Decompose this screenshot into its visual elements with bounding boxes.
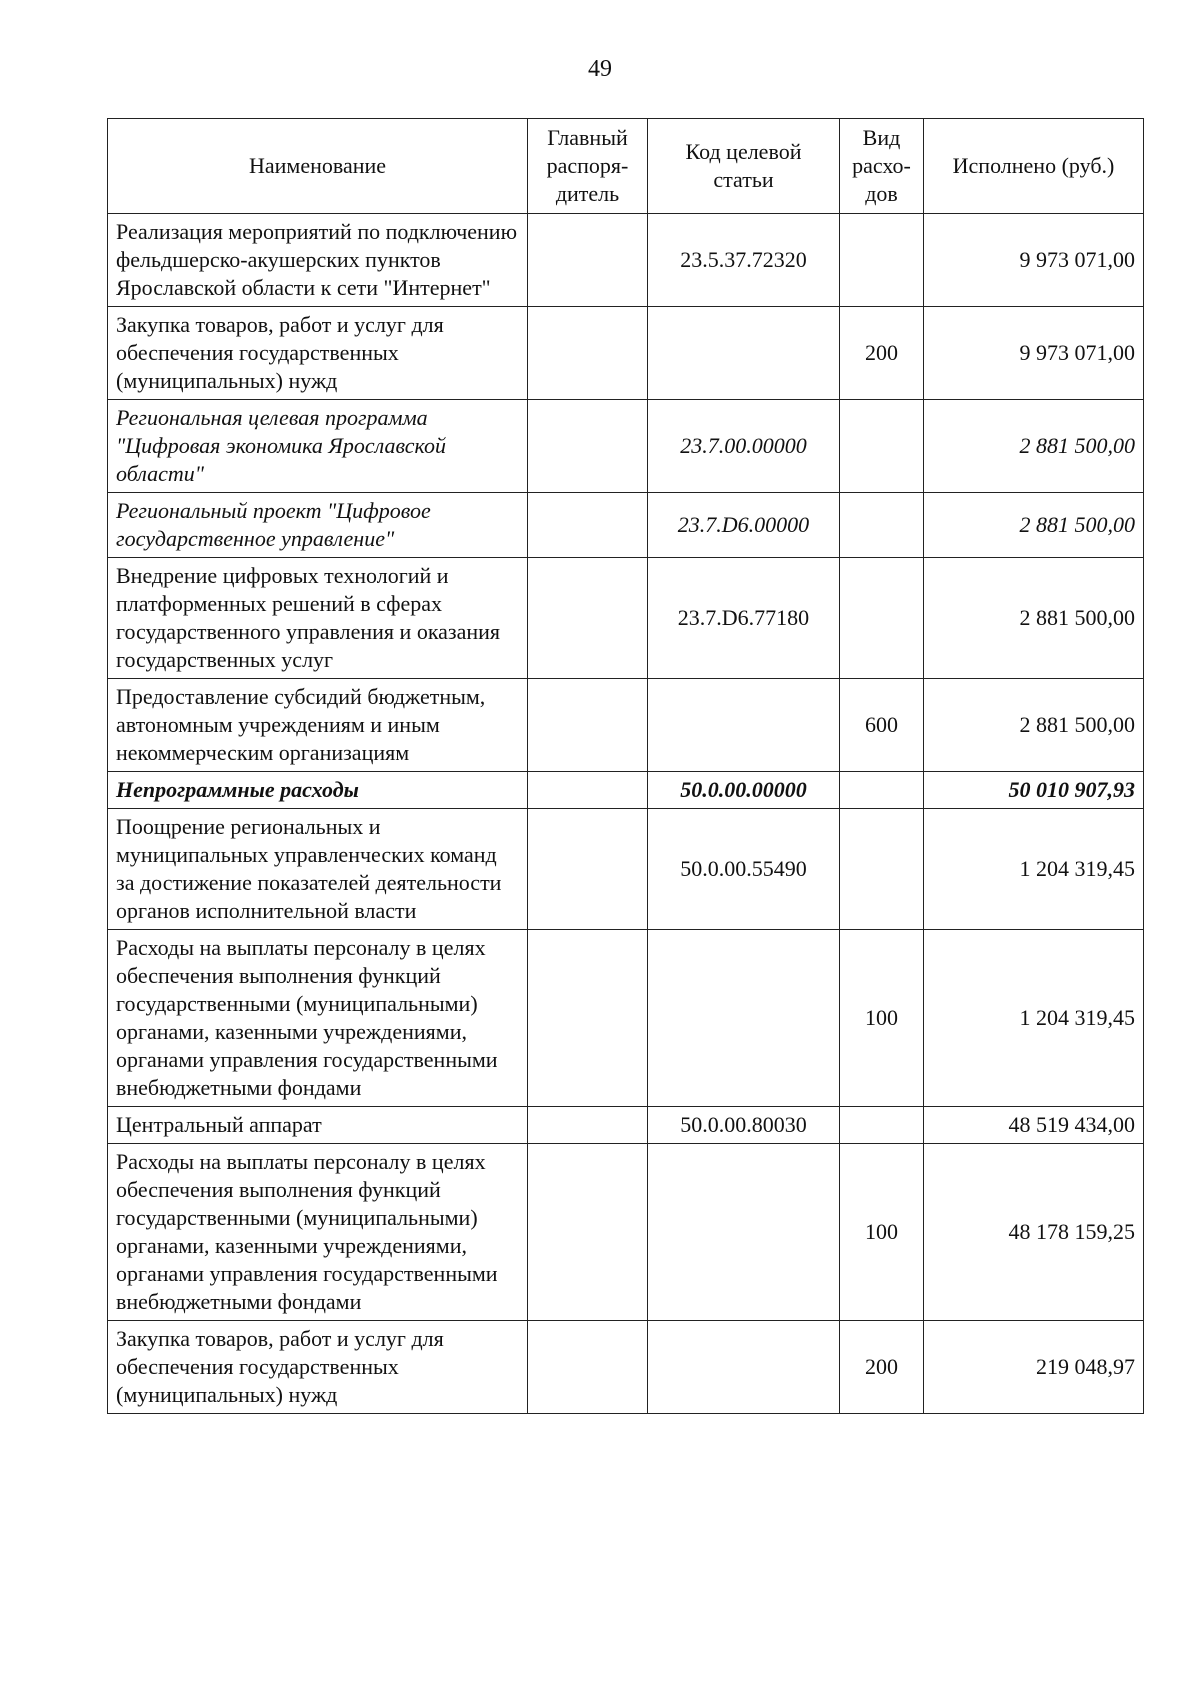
table-row xyxy=(108,809,1144,930)
cell-executed: 1 204 319,45 xyxy=(924,930,1144,1107)
cell-executed: 48 178 159,25 xyxy=(924,1144,1144,1321)
cell-code xyxy=(648,930,840,1107)
cell-manager xyxy=(528,772,648,809)
cell-name: Расходы на выплаты персоналу в целях обеспечения выполнения функций государственными (муниципальными) органами, казенными учреждениями, органами управления государственными внебюджетными фондами xyxy=(108,930,528,1107)
table-row xyxy=(108,1107,1144,1144)
cell-manager xyxy=(528,214,648,307)
cell-executed: 2 881 500,00 xyxy=(924,679,1144,772)
cell-code: 50.0.00.00000 xyxy=(648,772,840,809)
cell-code: 23.7.00.00000 xyxy=(648,400,840,493)
header-name: Наименование xyxy=(108,119,528,214)
cell-code: 23.7.D6.77180 xyxy=(648,558,840,679)
cell-type xyxy=(840,809,924,930)
table-row xyxy=(108,772,1144,809)
cell-name: Закупка товаров, работ и услуг для обеспечения государственных (муниципальных) нужд xyxy=(108,307,528,400)
table-body xyxy=(108,214,1144,1414)
cell-executed: 9 973 071,00 xyxy=(924,307,1144,400)
cell-type xyxy=(840,493,924,558)
cell-type xyxy=(840,558,924,679)
cell-type xyxy=(840,400,924,493)
cell-type xyxy=(840,1107,924,1144)
cell-name: Региональный проект "Цифровое государственное управление" xyxy=(108,493,528,558)
cell-name: Внедрение цифровых технологий и платформенных решений в сферах государственного управления и оказания государственных услуг xyxy=(108,558,528,679)
cell-executed: 9 973 071,00 xyxy=(924,214,1144,307)
header-code: Код целевой статьи xyxy=(648,119,840,214)
cell-name: Закупка товаров, работ и услуг для обеспечения государственных (муниципальных) нужд xyxy=(108,1321,528,1414)
cell-name: Непрограммные расходы xyxy=(108,772,528,809)
table-row xyxy=(108,558,1144,679)
cell-code: 50.0.00.80030 xyxy=(648,1107,840,1144)
table-row xyxy=(108,1144,1144,1321)
cell-type: 200 xyxy=(840,1321,924,1414)
cell-manager xyxy=(528,809,648,930)
table-row xyxy=(108,1321,1144,1414)
cell-code: 23.5.37.72320 xyxy=(648,214,840,307)
cell-executed: 2 881 500,00 xyxy=(924,493,1144,558)
header-executed: Исполнено (руб.) xyxy=(924,119,1144,214)
cell-executed: 50 010 907,93 xyxy=(924,772,1144,809)
cell-manager xyxy=(528,307,648,400)
cell-code: 50.0.00.55490 xyxy=(648,809,840,930)
table-row xyxy=(108,400,1144,493)
cell-manager xyxy=(528,930,648,1107)
cell-executed: 2 881 500,00 xyxy=(924,558,1144,679)
cell-code xyxy=(648,1321,840,1414)
table-header-row xyxy=(108,119,1144,214)
cell-code xyxy=(648,679,840,772)
cell-executed: 2 881 500,00 xyxy=(924,400,1144,493)
cell-type: 600 xyxy=(840,679,924,772)
cell-manager xyxy=(528,400,648,493)
cell-name: Расходы на выплаты персоналу в целях обеспечения выполнения функций государственными (муниципальными) органами, казенными учреждениями, органами управления государственными внебюджетными фондами xyxy=(108,1144,528,1321)
cell-code: 23.7.D6.00000 xyxy=(648,493,840,558)
cell-manager xyxy=(528,1144,648,1321)
cell-name: Региональная целевая программа "Цифровая экономика Ярославской области" xyxy=(108,400,528,493)
table-row xyxy=(108,493,1144,558)
cell-type: 200 xyxy=(840,307,924,400)
cell-name: Предоставление субсидий бюджетным, автономным учреждениям и иным некоммерческим организациям xyxy=(108,679,528,772)
cell-code xyxy=(648,307,840,400)
page-number: 49 xyxy=(588,56,612,82)
expenditure-table xyxy=(107,118,1144,1414)
table-row xyxy=(108,214,1144,307)
cell-type xyxy=(840,214,924,307)
table-row xyxy=(108,307,1144,400)
cell-manager xyxy=(528,1107,648,1144)
cell-manager xyxy=(528,1321,648,1414)
table-row xyxy=(108,679,1144,772)
cell-executed: 48 519 434,00 xyxy=(924,1107,1144,1144)
cell-executed: 1 204 319,45 xyxy=(924,809,1144,930)
header-manager: Главный распоря-дитель xyxy=(528,119,648,214)
cell-manager xyxy=(528,493,648,558)
cell-manager xyxy=(528,558,648,679)
header-type: Вид расхо-дов xyxy=(840,119,924,214)
cell-name: Поощрение региональных и муниципальных управленческих команд за достижение показателей деятельности органов исполнительной власти xyxy=(108,809,528,930)
cell-name: Реализация мероприятий по подключению фельдшерско-акушерских пунктов Ярославской области к сети "Интернет" xyxy=(108,214,528,307)
cell-type xyxy=(840,772,924,809)
cell-executed: 219 048,97 xyxy=(924,1321,1144,1414)
cell-name: Центральный аппарат xyxy=(108,1107,528,1144)
cell-code xyxy=(648,1144,840,1321)
cell-type: 100 xyxy=(840,1144,924,1321)
cell-type: 100 xyxy=(840,930,924,1107)
table-row xyxy=(108,930,1144,1107)
cell-manager xyxy=(528,679,648,772)
